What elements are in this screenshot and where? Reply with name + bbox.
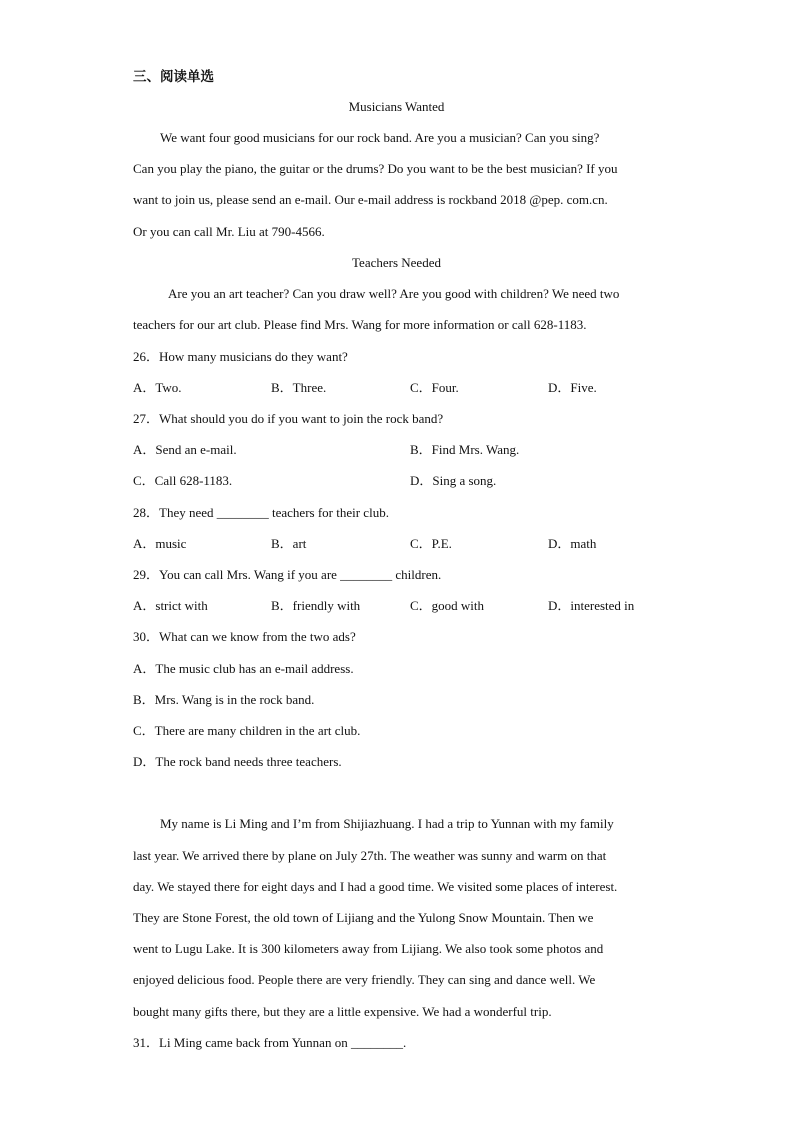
question-29-option-c[interactable]: C．good with <box>410 598 485 613</box>
passage1-paragraph1-line: want to join us, please send an e-mail. Our e-mail address is rockband 2018 @pep. com.cn. <box>133 192 608 207</box>
passage1-paragraph1-line: Or you can call Mr. Liu at 790-4566. <box>133 224 325 239</box>
passage2-line: They are Stone Forest, the old town of Lijiang and the Yulong Snow Mountain. Then we <box>133 910 594 925</box>
question-26-stem: 26．How many musicians do they want? <box>133 349 348 364</box>
section-title: 三、阅读单选 <box>133 69 214 85</box>
passage1-paragraph1-line: Can you play the piano, the guitar or the drums? Do you want to be the best musician? If you <box>133 161 618 176</box>
question-28-option-b[interactable]: B．art <box>271 536 307 551</box>
question-28-option-c[interactable]: C．P.E. <box>410 536 452 551</box>
question-30-option-c[interactable]: C．There are many children in the art club. <box>133 723 361 738</box>
question-27-option-c[interactable]: C．Call 628-1183. <box>133 473 233 488</box>
passage2-line: last year. We arrived there by plane on July 27th. The weather was sunny and warm on that <box>133 848 607 863</box>
question-27-option-a[interactable]: A．Send an e-mail. <box>133 442 237 457</box>
question-26-option-a[interactable]: A．Two. <box>133 380 182 395</box>
question-26-option-d[interactable]: D．Five. <box>548 380 597 395</box>
question-30-option-a[interactable]: A．The music club has an e-mail address. <box>133 661 354 676</box>
question-28-stem: 28．They need ________ teachers for their club. <box>133 505 389 520</box>
question-30-option-d[interactable]: D．The rock band needs three teachers. <box>133 754 342 769</box>
question-28-option-a[interactable]: A．music <box>133 536 187 551</box>
question-26-option-b[interactable]: B．Three. <box>271 380 327 395</box>
passage2-line: went to Lugu Lake. It is 300 kilometers away from Lijiang. We also took some photos and <box>133 941 604 956</box>
question-30-option-b[interactable]: B．Mrs. Wang is in the rock band. <box>133 692 315 707</box>
question-31-stem: 31．Li Ming came back from Yunnan on ________. <box>133 1035 407 1050</box>
passage2-line: bought many gifts there, but they are a little expensive. We had a wonderful trip. <box>133 1004 552 1019</box>
passage2-line: enjoyed delicious food. People there are very friendly. They can sing and dance well. We <box>133 972 596 987</box>
question-30-stem: 30．What can we know from the two ads? <box>133 629 356 644</box>
question-29-option-a[interactable]: A．strict with <box>133 598 208 613</box>
passage1-paragraph2-line: Are you an art teacher? Can you draw well? Are you good with children? We need two <box>168 286 620 301</box>
question-27-option-b[interactable]: B．Find Mrs. Wang. <box>410 442 520 457</box>
question-29-option-d[interactable]: D．interested in <box>548 598 635 613</box>
passage2-line: day. We stayed there for eight days and I had a good time. We visited some places of interest. <box>133 879 618 894</box>
passage1-heading-musicians: Musicians Wanted <box>348 99 445 114</box>
question-29-stem: 29．You can call Mrs. Wang if you are ________ children. <box>133 567 442 582</box>
question-28-option-d[interactable]: D．math <box>548 536 597 551</box>
passage1-paragraph2-line: teachers for our art club. Please find Mrs. Wang for more information or call 628-1183. <box>133 317 587 332</box>
question-26-option-c[interactable]: C．Four. <box>410 380 459 395</box>
passage1-heading-teachers: Teachers Needed <box>352 255 441 270</box>
question-27-option-d[interactable]: D．Sing a song. <box>410 473 497 488</box>
question-27-stem: 27．What should you do if you want to join the rock band? <box>133 411 444 426</box>
question-29-option-b[interactable]: B．friendly with <box>271 598 361 613</box>
passage1-paragraph1-line: We want four good musicians for our rock band. Are you a musician? Can you sing? <box>160 130 600 145</box>
passage2-line: My name is Li Ming and I’m from Shijiazhuang. I had a trip to Yunnan with my family <box>160 816 614 831</box>
